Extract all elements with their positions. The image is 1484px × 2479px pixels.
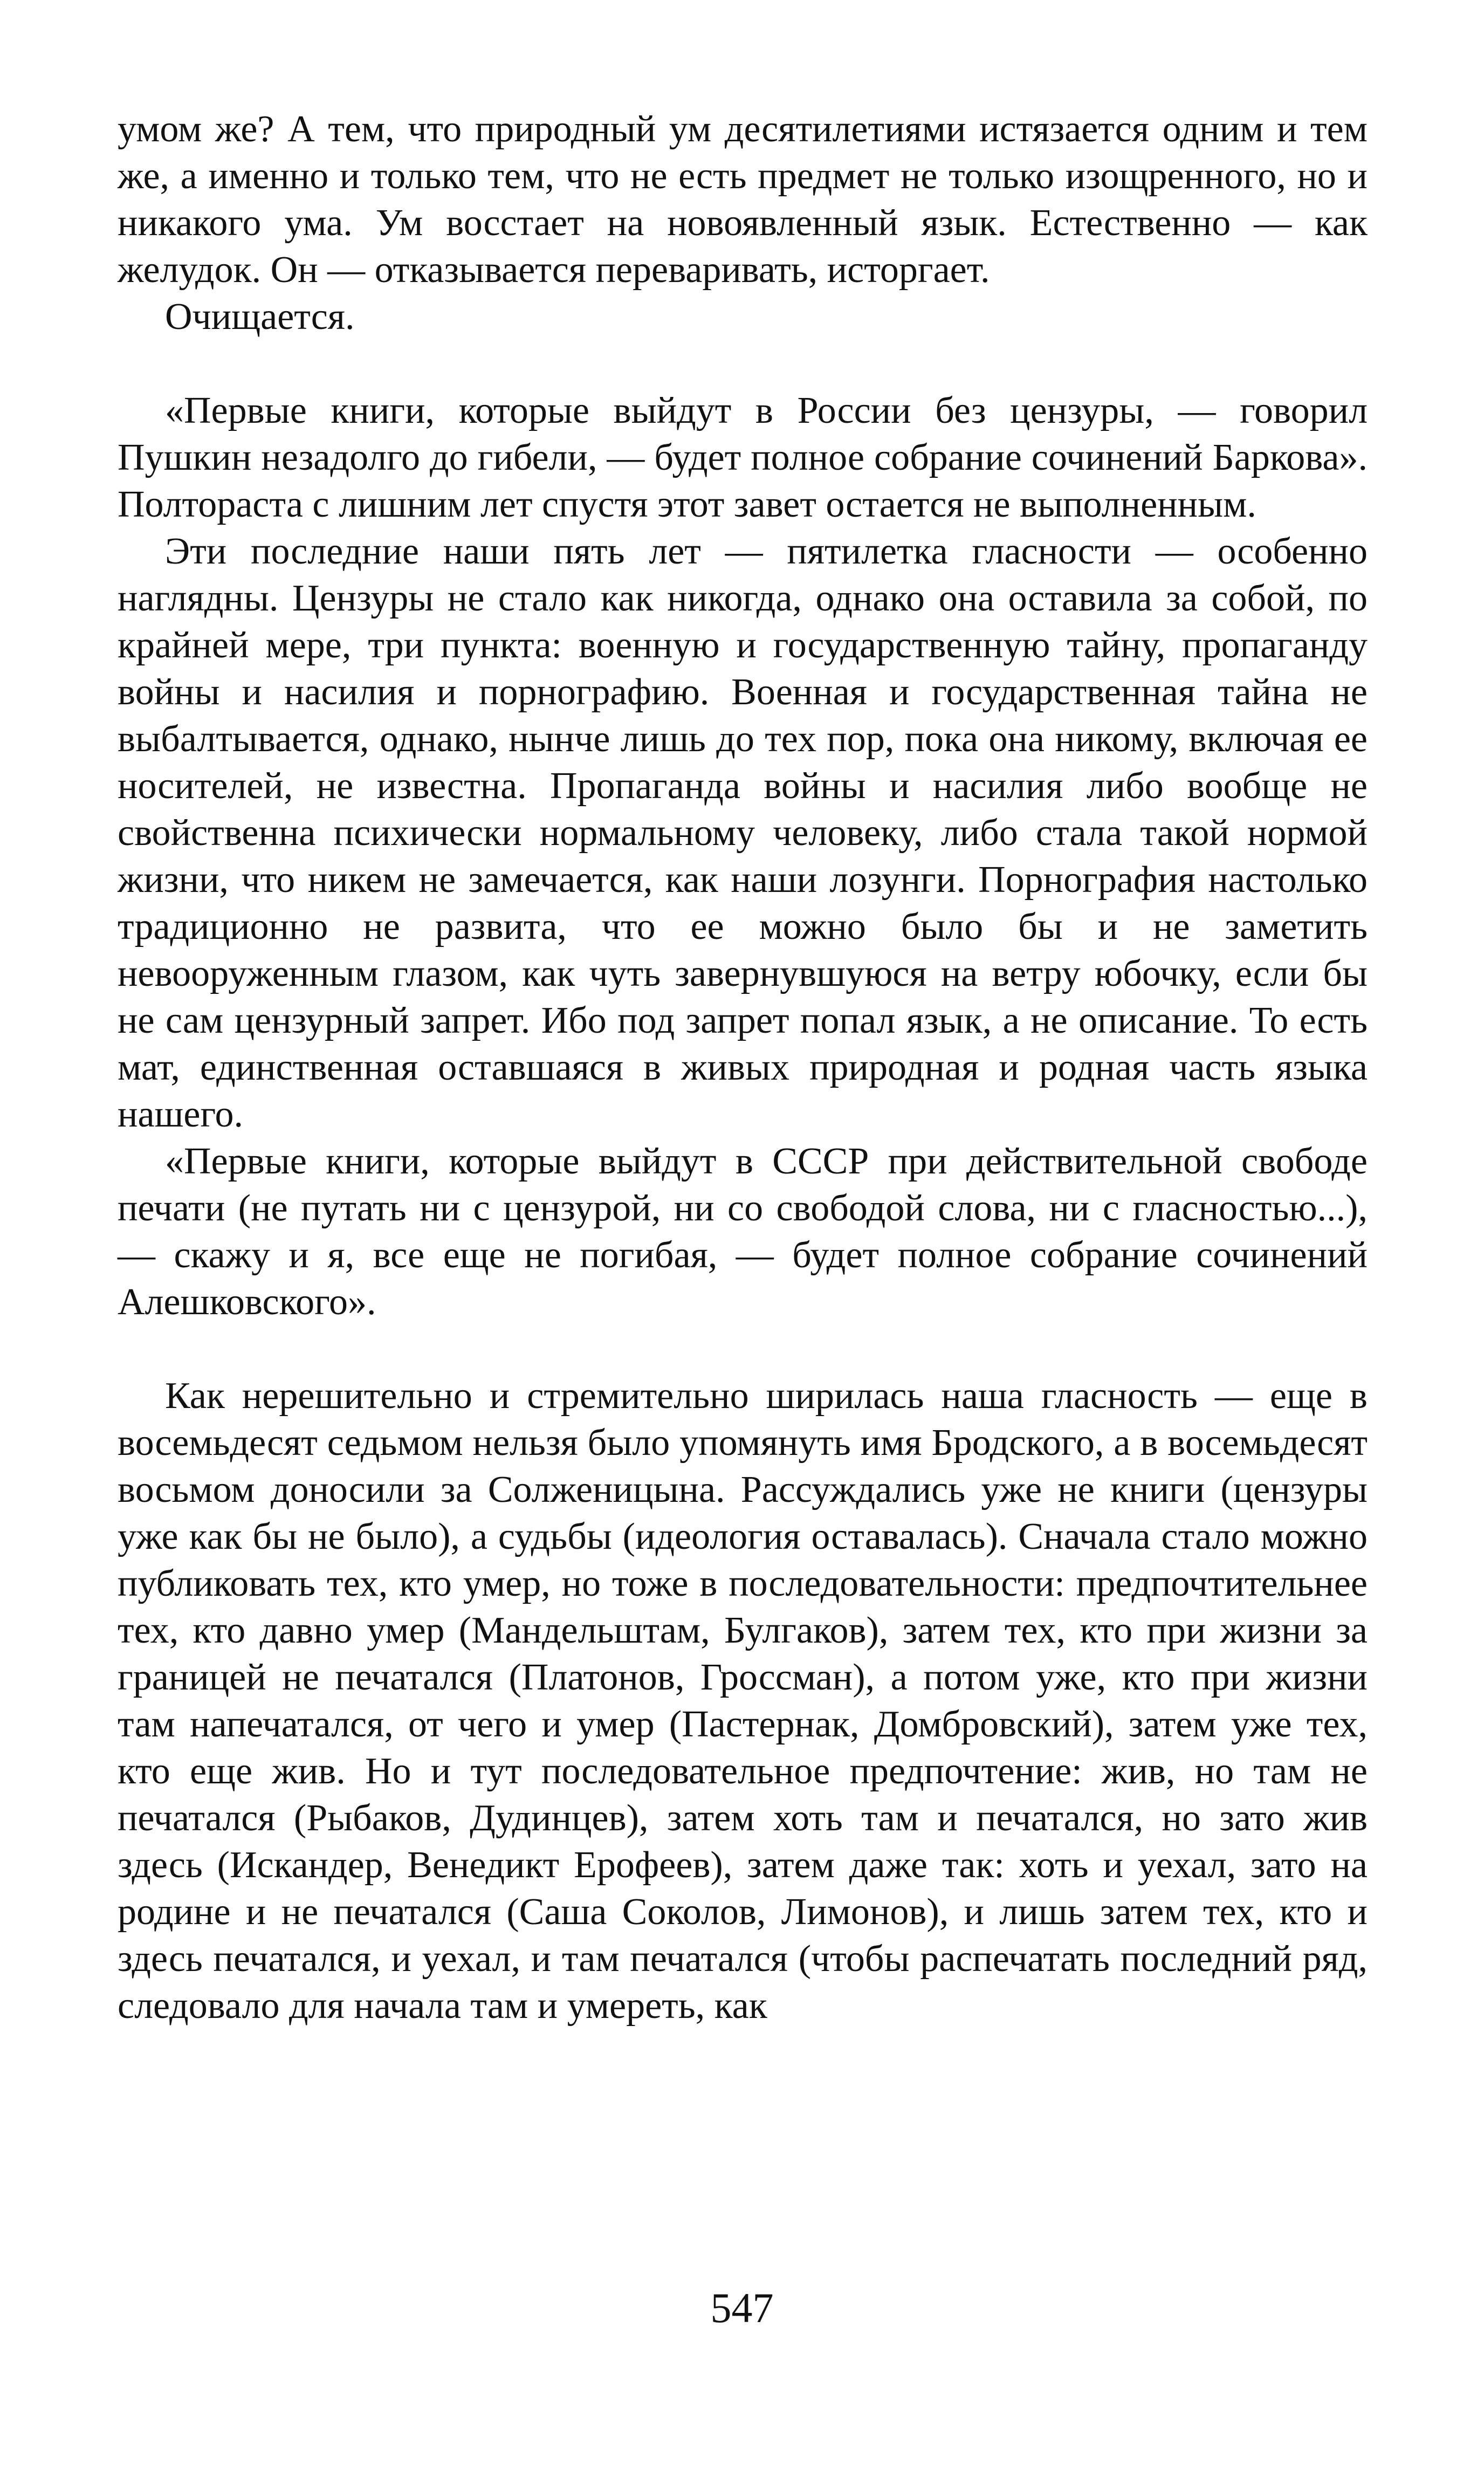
- paragraph-6: Как нерешительно и стремительно ширилась наша гласность — еще в восемьдесят седьмом нельзя было упомянуть имя Бродского, а в восемьдесят восьмом доносили за Солженицына. Рассуждались уже не книги (цензуры уже как бы не было), а судьбы (идеология оставалась). Сначала стало можно публиковать тех, кто умер, но тоже в последовательности: предпочтительнее тех, кто давно умер (Мандельштам, Булгаков), затем тех, кто при жизни за границей не печатался (Платонов, Гроссман), а потом уже, кто при жизни там напечатался, от чего и умер (Пастернак, Домбровский), затем уже тех, кто еще жив. Но и тут последовательное предпочтение: жив, но там не печатался (Рыбаков, Дудинцев), затем хоть там и печатался, но зато жив здесь (Искандер, Венедикт Ерофеев), затем даже так: хоть и уехал, зато на родине и не печатался (Саша Соколов, Лимонов), и лишь затем тех, кто и здесь печатался, и уехал, и там печатался (чтобы распечатать последний ряд, следовало для начала там и умереть, как: [118, 1375, 1368, 2027]
- page-number: 547: [710, 2284, 774, 2331]
- paragraph-2: Очищается.: [165, 296, 355, 338]
- paragraph-5: «Первые книги, которые выйдут в СССР при действительной свободе печати (не путать ни с цензурой, ни со свободой слова, ни с гласностью...), — скажу и я, все еще не погибая, — будет полное собрание сочинений Алешковского».: [118, 1141, 1368, 1323]
- paragraph-1: умом же? А тем, что природный ум десятилетиями истязается одним и тем же, а именно и только тем, что не есть предмет не только изощренного, но и никакого ума. Ум восстает на новоявленный язык. Естественно — как желудок. Он — отказывается переваривать, исторгает.: [118, 108, 1368, 291]
- paragraph-3: «Первые книги, которые выйдут в России без цензуры, — говорил Пушкин незадолго до гибели, — будет полное собрание сочинений Баркова». Полтораста с лишним лет спустя этот завет остается не выполненным.: [118, 390, 1368, 525]
- body-text: [118, 106, 1368, 2029]
- paragraph-4: Эти последние наши пять лет — пятилетка гласности — особенно наглядны. Цензуры не стало как никогда, однако она оставила за собой, по крайней мере, три пункта: военную и государственную тайну, пропаганду войны и насилия и порнографию. Военная и государственная тайна не выбалтывается, однако, нынче лишь до тех пор, пока она никому, включая ее носителей, не известна. Пропаганда войны и насилия либо вообще не свойственна психически нормальному человеку, либо стала такой нормой жизни, что никем не замечается, как наши лозунги. Порнография настолько традиционно не развита, что ее можно было бы и не заметить невооруженным глазом, как чуть завернувшуюся на ветру юбочку, если бы не сам цензурный запрет. Ибо под запрет попал язык, а не описание. То есть мат, единственная оставшаяся в живых природная и родная часть языка нашего.: [118, 531, 1368, 1135]
